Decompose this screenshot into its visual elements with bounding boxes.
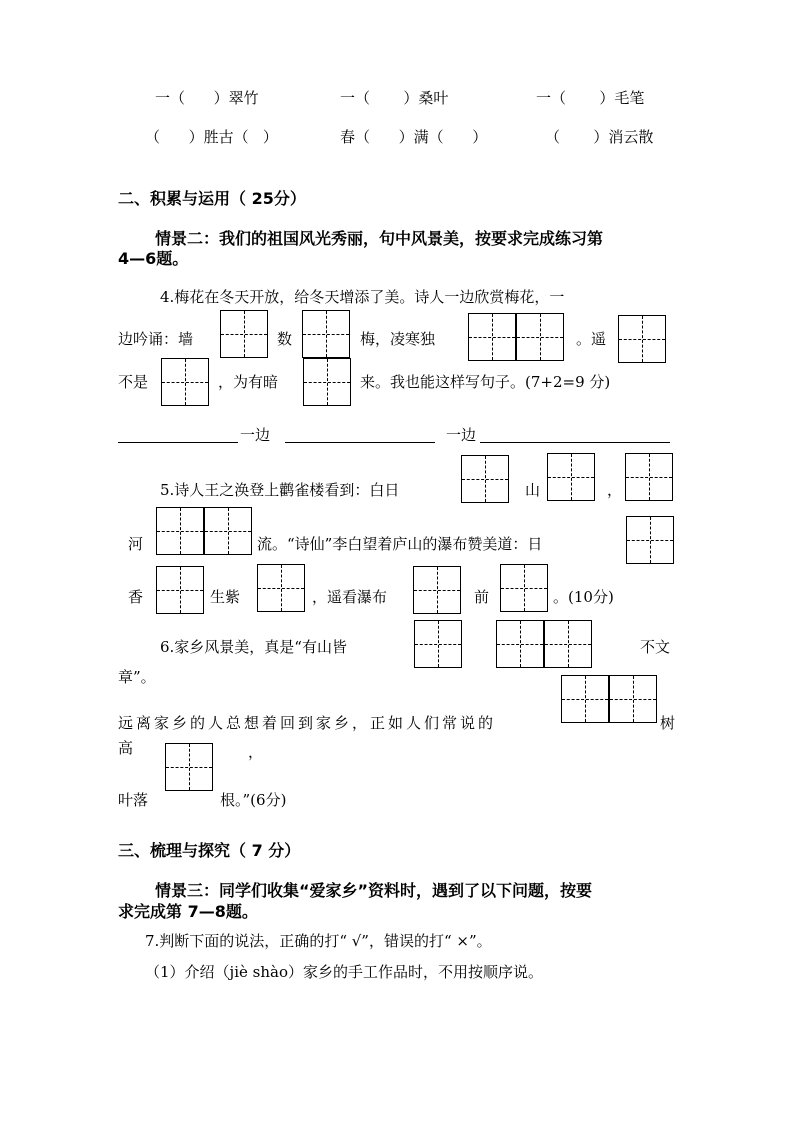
q6-line4-a: 高 [118, 739, 134, 757]
q4-fill-a: 一边 [240, 426, 271, 444]
char-box[interactable] [618, 315, 666, 363]
char-box[interactable] [496, 620, 544, 668]
q4-line2-d: 。遥 [576, 330, 607, 348]
char-box[interactable] [156, 507, 204, 555]
answer-line[interactable] [118, 442, 238, 443]
q7-item1: （1）介绍（jiè shào）家乡的手工作品时，不用按顺序说。 [145, 963, 543, 981]
char-box[interactable] [468, 313, 516, 361]
q5-line3-e: 。(10分) [553, 588, 614, 606]
scenario-2-line2: 4—6题。 [118, 249, 189, 268]
char-box[interactable] [156, 566, 204, 614]
char-box[interactable] [302, 310, 350, 358]
answer-line[interactable] [480, 442, 670, 443]
q6-line5-a: 叶落 [118, 791, 149, 809]
q4-line2-a: 边吟诵：墙 [118, 330, 194, 348]
section-2-heading: 二、积累与运用（ 25分） [118, 189, 306, 208]
fill-row-2b: 春（ ）满（ ） [340, 128, 488, 146]
q4-line2-c: 梅，凌寒独 [360, 330, 436, 348]
q4-line2-b: 数 [277, 330, 293, 348]
char-box[interactable] [561, 675, 609, 723]
fill-row-1c: 一（ ）毛笔 [536, 89, 645, 107]
char-box[interactable] [204, 507, 252, 555]
char-box[interactable] [161, 358, 209, 406]
char-box[interactable] [547, 453, 595, 501]
q4-line3-c: 来。我也能这样写句子。(7+2=9 分) [360, 373, 611, 391]
scenario-3-line1: 情景三：同学们收集“爱家乡”资料时，遇到了以下问题，按要 [155, 881, 593, 900]
char-box[interactable] [413, 566, 461, 614]
q4-line3-a: 不是 [118, 373, 149, 391]
section-3-heading: 三、梳理与探究（ 7 分） [118, 841, 301, 860]
q5-line1: 5.诗人王之涣登上鹳雀楼看到：白日 [160, 481, 400, 499]
q5-line3-c: ，遥看瀑布 [312, 588, 388, 606]
fill-row-1b: 一（ ）桑叶 [340, 89, 449, 107]
q5-line3-b: 生紫 [210, 588, 241, 606]
q6-line3-b: 树 [660, 714, 676, 732]
scenario-2-line1: 情景二：我们的祖国风光秀丽，句中风景美，按要求完成练习第 [155, 229, 604, 248]
char-box[interactable] [516, 313, 564, 361]
char-box[interactable] [461, 455, 509, 503]
q7-line: 7.判断下面的说法，正确的打“ √”，错误的打“ ×”。 [145, 932, 492, 950]
q6-line3: 远离家乡的人总想着回到家乡，正如人们常说的 [118, 714, 497, 732]
char-box[interactable] [544, 620, 592, 668]
answer-line[interactable] [285, 442, 435, 443]
q6-line5-b: 根。”(6分) [220, 791, 287, 809]
char-box[interactable] [609, 675, 657, 723]
char-box[interactable] [220, 310, 268, 358]
char-box[interactable] [165, 743, 213, 791]
q6-line2: 章”。 [118, 668, 156, 686]
q6-line1: 6.家乡风景美，真是“有山皆 [160, 638, 347, 656]
fill-row-2c: （ ）消云散 [545, 128, 654, 146]
q5-line1-b: 山 [525, 481, 541, 499]
q5-line2-b: 流。“诗仙”李白望着庐山的瀑布赞美道：日 [257, 535, 543, 553]
q5-line1-c: ， [607, 481, 623, 499]
q5-line3-d: 前 [474, 588, 490, 606]
q4-fill-b: 一边 [446, 426, 477, 444]
char-box[interactable] [303, 358, 351, 406]
q5-line3-a: 香 [128, 588, 144, 606]
q4-line1: 4.梅花在冬天开放，给冬天增添了美。诗人一边欣赏梅花，一 [160, 288, 565, 306]
q5-line2-a: 河 [128, 535, 144, 553]
char-box[interactable] [414, 620, 462, 668]
char-box[interactable] [500, 564, 548, 612]
fill-row-2a: （ ）胜古（ ） [145, 128, 278, 146]
q6-line4-b: ， [248, 743, 264, 761]
char-box[interactable] [625, 453, 673, 501]
char-box[interactable] [626, 516, 674, 564]
char-box[interactable] [257, 564, 305, 612]
fill-row-1a: 一（ ）翠竹 [155, 89, 259, 107]
q4-line3-b: ，为有暗 [218, 373, 279, 391]
scenario-3-line2: 求完成第 7—8题。 [118, 902, 258, 921]
q6-line1-b: 不文 [640, 638, 671, 656]
